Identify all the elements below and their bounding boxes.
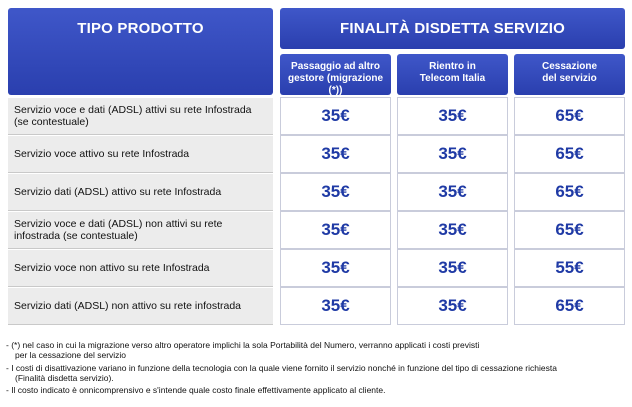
price-cell: 65€: [514, 287, 625, 325]
tipo-prodotto-header: [8, 8, 273, 95]
column-header-migrazione: [280, 54, 391, 95]
price-cell: 35€: [397, 211, 508, 249]
footnotes: [6, 340, 626, 395]
row-label: Servizio dati (ADSL) attivo su rete Infostrada: [8, 173, 273, 211]
finalita-title: FINALITÀ DISDETTA SERVIZIO: [340, 20, 565, 37]
price-cell: 35€: [397, 287, 508, 325]
price-cell: 35€: [280, 97, 391, 135]
footnote-line: - I costi di disattivazione variano in funzione della tecnologia con la quale viene fornito il servizio nonché in funzione del tipo di cessazione richiesta: [6, 362, 557, 373]
price-cell: 35€: [397, 173, 508, 211]
footnote-line: - Il costo indicato è onnicomprensivo e s'intende quale costo finale effettivamente applicato al cliente.: [6, 385, 386, 396]
price-cell: 65€: [514, 97, 625, 135]
price-cell: 35€: [280, 211, 391, 249]
price-cell: 35€: [397, 135, 508, 173]
price-cell: 35€: [280, 249, 391, 287]
price-cell: 55€: [514, 249, 625, 287]
column-header-line2: gestore (migrazione (*)): [287, 73, 384, 96]
footnote-line: (Finalità disdetta servizio).: [15, 372, 114, 383]
column-header-line1: Passaggio ad altro: [291, 61, 380, 72]
column-header-rientro: [397, 54, 508, 95]
price-cell: 35€: [280, 135, 391, 173]
price-cell: 65€: [514, 211, 625, 249]
footnote-line: per la cessazione del servizio: [15, 350, 127, 361]
footnote-line: - (*) nel caso in cui la migrazione verso altro operatore implichi la sola Portabilità del Numero, verranno applicati i costi previsti: [6, 340, 480, 350]
row-label: Servizio voce attivo su rete Infostrada: [8, 135, 273, 173]
row-label: Servizio voce e dati (ADSL) non attivi su rete infostrada (se contestuale): [8, 211, 273, 249]
tipo-prodotto-title: TIPO PRODOTTO: [77, 20, 204, 37]
row-label: Servizio dati (ADSL) non attivo su rete infostrada: [8, 287, 273, 325]
row-label: Servizio voce non attivo su rete Infostrada: [8, 249, 273, 287]
row-label: Servizio voce e dati (ADSL) attivi su rete Infostrada (se contestuale): [8, 97, 273, 135]
column-header-line1: Cessazione: [541, 61, 598, 72]
column-header-line1: Rientro in: [429, 61, 476, 72]
finalita-header: [280, 8, 625, 49]
price-cell: 35€: [397, 97, 508, 135]
price-cell: 65€: [514, 173, 625, 211]
column-header-cessazione: [514, 54, 625, 95]
price-cell: 35€: [280, 287, 391, 325]
price-cell: 35€: [397, 249, 508, 287]
price-cell: 35€: [280, 173, 391, 211]
column-header-line2: del servizio: [542, 73, 597, 84]
price-cell: 65€: [514, 135, 625, 173]
column-header-line2: Telecom Italia: [419, 73, 486, 84]
